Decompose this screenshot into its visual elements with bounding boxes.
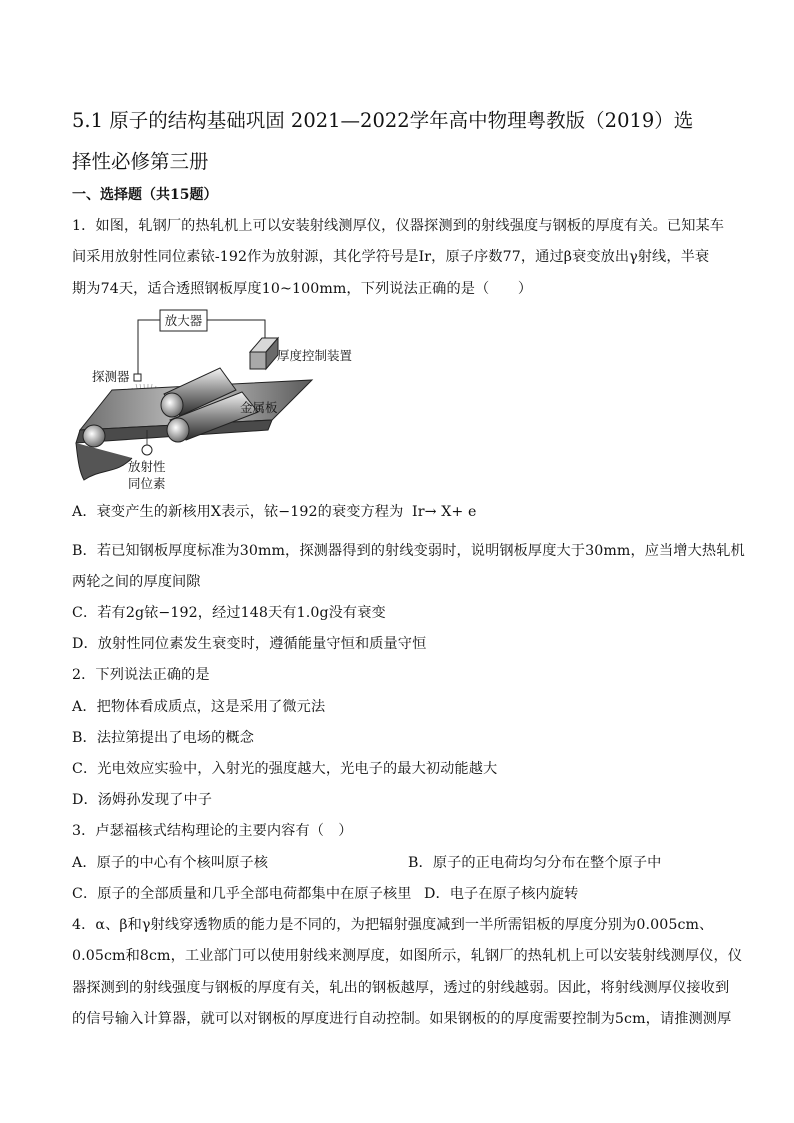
q3-options-row-2 xyxy=(72,884,732,904)
thickness-control-label: 厚度控制装置 xyxy=(277,348,353,363)
q2-option-a: A．把物体看成质点，这是采用了微元法 xyxy=(72,699,326,715)
q4-stem-line-2: 0.05cm和8cm，工业部门可以使用射线来测厚度，如图所示，轧钢厂的热轧机上可以安装射线测厚仪，仪 xyxy=(72,948,743,964)
detector-box xyxy=(134,374,141,381)
metal-plate-label: 金属板 xyxy=(240,400,278,415)
document-title xyxy=(72,100,732,182)
q1-option-b-line-2: 两轮之间的厚度间隙 xyxy=(72,574,201,590)
wire-detector-to-amplifier xyxy=(138,320,160,379)
q1-option-b-line-1: B．若已知钢板厚度标准为30mm，探测器得到的射线变弱时，说明钢板厚度大于30mm，应当增大热轧机 xyxy=(72,543,745,559)
q1-stem-line-2: 间采用放射性同位素铱-192作为放射源，其化学符号是Ir，原子序数77，通过β衰变放出γ射线，半衰 xyxy=(72,249,710,265)
q2-stem: 2．下列说法正确的是 xyxy=(72,667,210,683)
q3-stem: 3．卢瑟福核式结构理论的主要内容有（ ） xyxy=(72,823,353,839)
q3-option-a: A．原子的中心有个核叫原子核 xyxy=(72,855,269,871)
thickness-gauge-diagram xyxy=(72,308,372,493)
q3-option-c: C．原子的全部质量和几乎全部电荷都集中在原子核里 xyxy=(72,886,412,902)
q3-option-d: D．电子在原子核内旋转 xyxy=(424,886,579,902)
q4-stem-line-1: 4．α、β和γ射线穿透物质的能力是不同的，为把辐射强度减到一半所需铝板的厚度分别为0.005cm、 xyxy=(72,917,714,933)
q2-option-c: C．光电效应实验中，入射光的强度越大，光电子的最大初动能越大 xyxy=(72,761,498,777)
q4-stem-line-4: 的信号输入计算器，就可以对钢板的厚度进行自动控制。如果钢板的的厚度需要控制为5cm，请推测测厚 xyxy=(72,1011,732,1027)
thickness-control-device xyxy=(250,338,278,369)
q1-option-a xyxy=(72,502,732,522)
q3-option-b: B．原子的正电荷均匀分布在整个原子中 xyxy=(408,855,662,871)
q3-options-row-1 xyxy=(72,853,732,873)
q1-option-d: D．放射性同位素发生衰变时，遵循能量守恒和质量守恒 xyxy=(72,636,427,652)
q4-stem-line-3: 器探测到的射线强度与钢板的厚度有关，轧出的钢板越厚，透过的射线越弱。因此，将射线测厚仪接收到 xyxy=(72,980,730,996)
q2-option-d: D．汤姆孙发现了中子 xyxy=(72,792,213,808)
title-line-2: 择性必修第三册 xyxy=(72,150,209,173)
metal-plate-curl xyxy=(76,443,132,480)
amplifier-label: 放大器 xyxy=(164,313,203,328)
q1-stem-line-3: 期为74天，适合透照钢板厚度10~100mm，下列说法正确的是（ ） xyxy=(72,281,533,297)
detector-label: 探测器 xyxy=(92,369,130,384)
wire-amplifier-to-control xyxy=(207,320,265,340)
q1-option-a-text: A．衰变产生的新核用X表示，铱−192的衰变方程为 xyxy=(72,504,404,520)
lower-roll-left xyxy=(83,425,105,447)
section-heading: 一、选择题（共15题） xyxy=(72,187,218,203)
source-label-line-1: 放射性 xyxy=(128,459,166,474)
q1-option-c: C．若有2g铱−192，经过148天有1.0g没有衰变 xyxy=(72,605,386,621)
q1-option-a-equation: Ir→ X+ e xyxy=(412,504,477,520)
q1-stem-line-1: 1．如图，轧钢厂的热轧机上可以安装射线测厚仪，仪器探测到的射线强度与钢板的厚度有关。已知某车 xyxy=(72,218,725,234)
q2-option-b: B．法拉第提出了电场的概念 xyxy=(72,730,254,746)
source-label-line-2: 同位素 xyxy=(128,476,166,491)
radioactive-source-icon xyxy=(142,445,152,455)
title-line-1: 5.1 原子的结构基础巩固 2021—2022学年高中物理粤教版（2019）选 xyxy=(72,109,694,132)
